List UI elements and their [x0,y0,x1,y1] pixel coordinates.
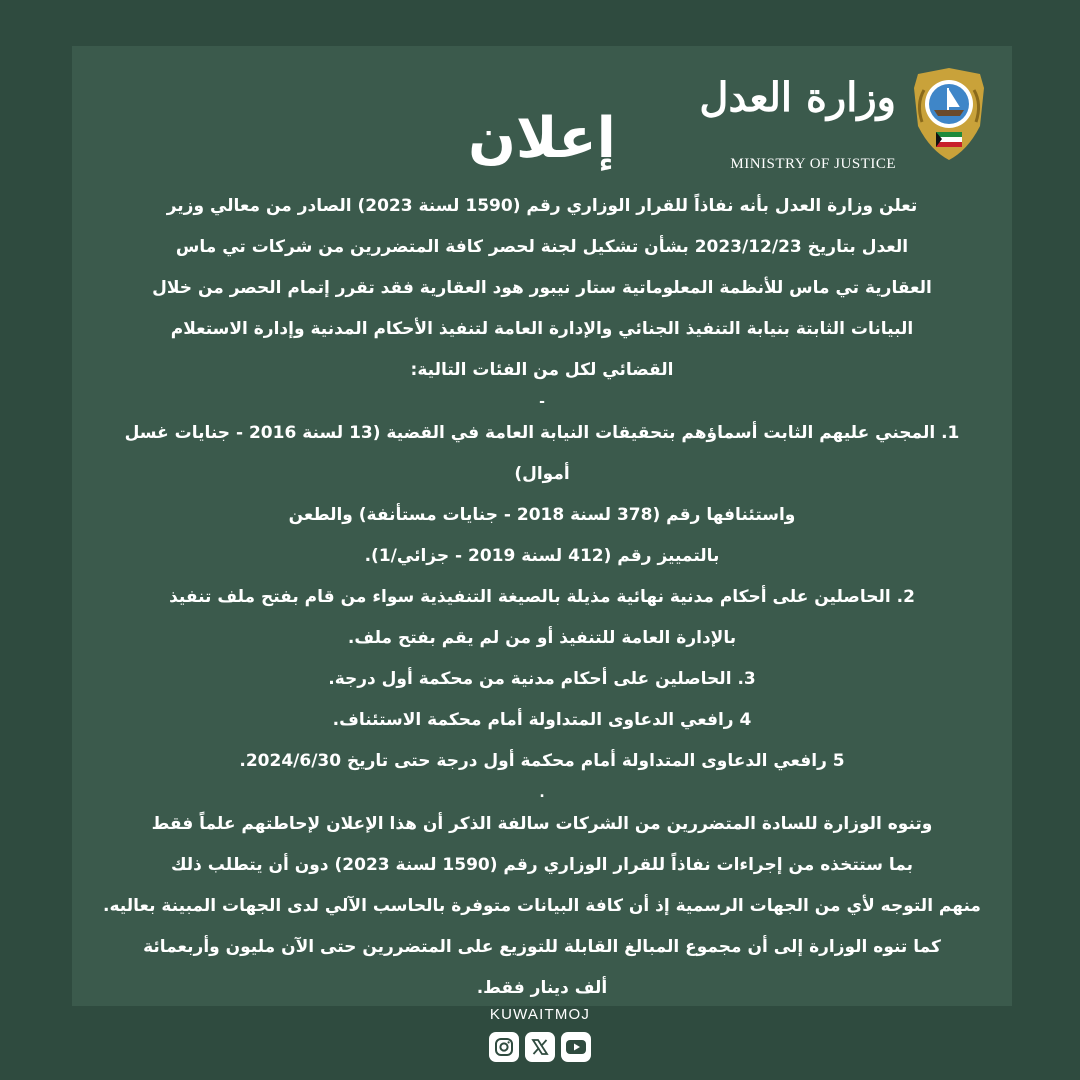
youtube-link[interactable] [561,1032,591,1062]
category-line: 4 رافعي الدعاوى المتداولة أمام محكمة الاستئناف. [332,710,752,730]
x-link[interactable] [525,1032,555,1062]
category-line: بالإدارة العامة للتنفيذ أو من لم يقم بفتح ملف. [347,628,737,648]
closing-line: منهم التوجه لأي من الجهات الرسمية إذ أن كافة البيانات متوفرة بالحاسب الآلي لدى الجهات المبينة بعاليه. [103,896,981,916]
announcement-title: إعلان [468,106,616,171]
social-links [0,1032,1080,1062]
closing-line: كما تنوه الوزارة إلى أن مجموع المبالغ القابلة للتوزيع على المتضررين حتى الآن مليون وأربعمائة [143,937,941,957]
intro-line: البيانات الثابتة بنيابة التنفيذ الجنائي والإدارة العامة لتنفيذ الأحكام المدنية وإدارة الاستعلام [170,319,914,339]
intro-line: العدل بتاريخ 2023/12/23 بشأن تشكيل لجنة لحصر كافة المتضررين من شركات تي ماس [175,237,909,257]
category-line: 5 رافعي الدعاوى المتداولة أمام محكمة أول درجة حتى تاريخ 2024/6/30. [239,751,845,771]
intro-line: العقارية تي ماس للأنظمة المعلوماتية ستار نيبور هود العقارية فقد تقرر إتمام الحصر من خلال [152,278,932,298]
instagram-link[interactable] [489,1032,519,1062]
separator: . [539,785,545,801]
youtube-icon [565,1039,587,1055]
category-line: 2. الحاصلين على أحكام مدنية نهائية مذيلة بالصيغة التنفيذية سواء من قام بفتح ملف تنفيذ [169,587,915,607]
closing-line: ألف دينار فقط. [476,978,608,998]
ministry-name-english: MINISTRY OF JUSTICE [730,156,896,172]
separator: - [539,394,545,410]
category-line: 1. المجني عليهم الثابت أسماؤهم بتحقيقات النيابة العامة في القضية (13 لسنة 2016 - جنايات غسل أموال) [124,423,960,484]
instagram-icon [494,1037,514,1057]
category-line: بالتمييز رقم (412 لسنة 2019 - جزائي/1). [364,546,720,566]
announcement-panel [72,46,1012,1006]
intro-line: تعلن وزارة العدل بأنه نفاذاً للقرار الوزاري رقم (1590 لسنة 2023) الصادر من معالي وزير [166,196,918,216]
ministry-name-arabic: وزارة العدل [699,74,896,121]
social-handle: KUWAITMOJ [489,1006,591,1023]
category-line: 3. الحاصلين على أحكام مدنية من محكمة أول درجة. [328,669,756,689]
announcement-body [100,186,984,1009]
closing-line: وتنوه الوزارة للسادة المتضررين من الشركات سالفة الذكر أن هذا الإعلان لإحاطتهم علماً فقط [151,814,933,834]
x-icon [531,1038,549,1056]
closing-line: بما ستتخذه من إجراءات نفاذاً للقرار الوزاري رقم (1590 لسنة 2023) دون أن يتطلب ذلك [170,855,914,875]
intro-line: القضائي لكل من الفئات التالية: [410,360,674,380]
category-line: واستئنافها رقم (378 لسنة 2018 - جنايات مستأنفة) والطعن [288,505,796,525]
